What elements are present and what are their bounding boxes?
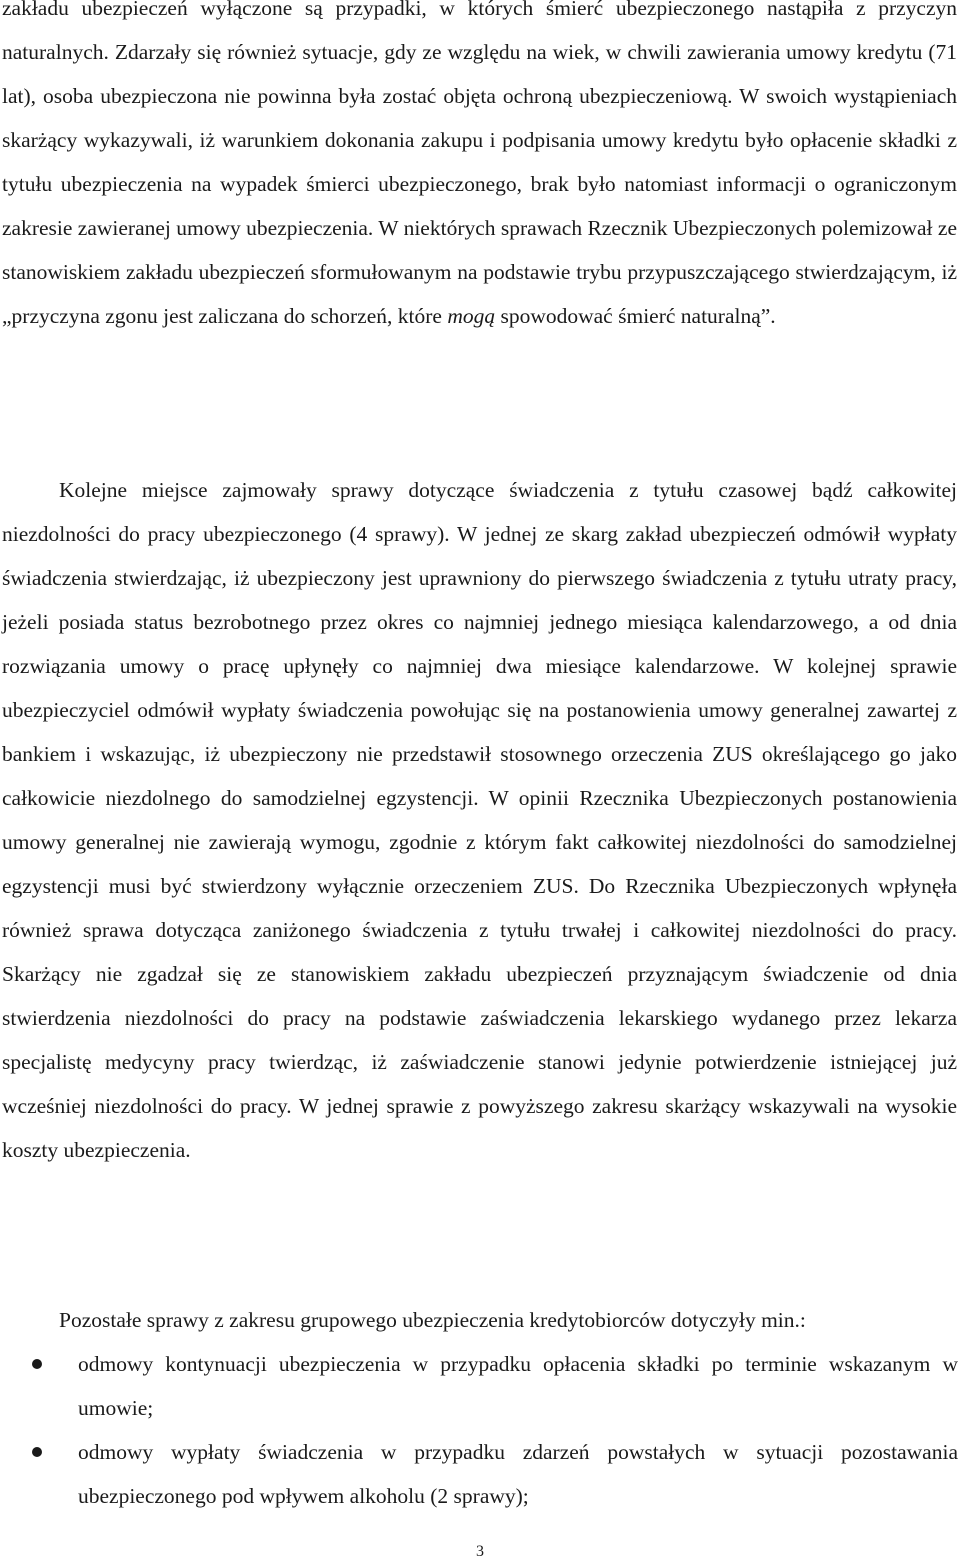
paragraph-1-text-end: spowodować śmierć naturalną”. (495, 304, 776, 328)
list-item-text: odmowy kontynuacji ubezpieczenia w przypadku opłacenia składki po terminie wskazanym w umowie; (78, 1352, 958, 1420)
list-item (0, 1342, 958, 1430)
bullet-icon (32, 1359, 42, 1369)
paragraph-1 (2, 0, 957, 338)
paragraph-2: Kolejne miejsce zajmowały sprawy dotyczące świadczenia z tytułu czasowej bądź całkowitej niezdolności do pracy ubezpieczonego (4 sprawy). W jednej ze skarg zakład ubezpieczeń odmówił wypłaty świadczenia stwierdzając, iż ubezpieczony jest uprawniony do pierwszego świadczenia z tytułu utraty pracy, jeżeli posiada status bezrobotnego przez okres co najmniej jednego miesiąca kalendarzowego, a od dnia rozwiązania umowy o pracę upłynęły co najmniej dwa miesiące kalendarzowe. W kolejnej sprawie ubezpieczyciel odmówił wypłaty świadczenia powołując się na postanowienia umowy generalnej zawartej z bankiem i wskazując, iż ubezpieczony nie przedstawił stosownego orzeczenia ZUS określającego go jako całkowicie niezdolnego do samodzielnej egzystencji. W opinii Rzecznika Ubezpieczonych postanowienia umowy generalnej nie zawierają wymogu, zgodnie z którym fakt całkowitej niezdolności do samodzielnej egzystencji musi być stwierdzony wyłącznie orzeczeniem ZUS. Do Rzecznika Ubezpieczonych wpłynęła również sprawa dotycząca zaniżonego świadczenia z tytułu trwałej i całkowitej niezdolności do pracy. Skarżący nie zgadzał się ze stanowiskiem zakładu ubezpieczeń przyznającym świadczenie od dnia stwierdzenia niezdolności do pracy na podstawie zaświadczenia lekarskiego wydanego przez lekarza specjalistę medycyny pracy twierdząc, iż zaświadczenie stanowi jedynie potwierdzenie istniejącej już wcześniej niezdolności do pracy. W jednej sprawie z powyższego zakresu skarżący wskazywali na wysokie koszty ubezpieczenia. (2, 478, 957, 1162)
bullet-list (0, 1342, 958, 1518)
page-number: 3 (476, 1543, 484, 1560)
paragraph-3: Pozostałe sprawy z zakresu grupowego ubezpieczenia kredytobiorców dotyczyły min.: (59, 1308, 806, 1332)
paragraph-1-text: zakładu ubezpieczeń wyłączone są przypadki, w których śmierć ubezpieczonego nastąpiła z przyczyn naturalnych. Zdarzały się również sytuacje, gdy ze względu na wiek, w chwili zawierania umowy kredytu (71 lat), osoba ubezpieczona nie powinna była zostać objęta ochroną ubezpieczeniową. W swoich wystąpieniach skarżący wykazywali, iż warunkiem dokonania zakupu i podpisania umowy kredytu było opłacenie składki z tytułu ubezpieczenia na wypadek śmierci ubezpieczonego, brak było natomiast informacji o ograniczonym zakresie zawieranej umowy ubezpieczenia. W niektórych sprawach Rzecznik Ubezpieczonych polemizował ze stanowiskiem zakładu ubezpieczeń sformułowanym na podstawie trybu przypuszczającego stwierdzającym, iż „przyczyna zgonu jest zaliczana do schorzeń, które (2, 0, 957, 328)
bullet-icon (32, 1447, 42, 1457)
list-item (0, 1430, 958, 1518)
paragraph-1-italic-word: mogą (447, 304, 496, 328)
list-item-text: odmowy wypłaty świadczenia w przypadku zdarzeń powstałych w sytuacji pozostawania ubezpieczonego pod wpływem alkoholu (2 sprawy); (78, 1440, 958, 1508)
